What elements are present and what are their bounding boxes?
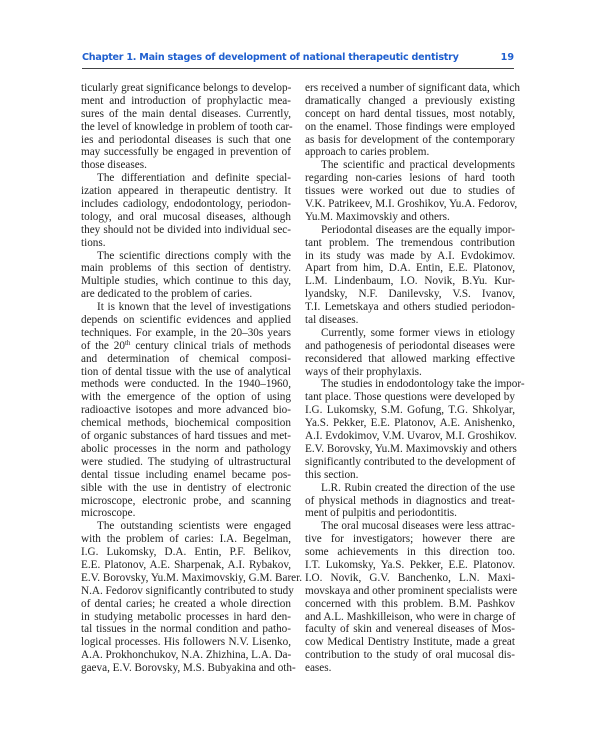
paragraph: [305, 82, 520, 159]
text-line: the level of knowledge in problem of tooth car-: [81, 120, 293, 133]
text-line: sible with the use in dentistry of electronic: [81, 481, 291, 494]
paragraph: [81, 250, 291, 302]
text-line: tal tissues in the normal condition and patho-: [81, 623, 291, 636]
text-line: main problems of this section of dentistry.: [81, 262, 291, 275]
text-line: tissues were worked out due to studies of: [305, 185, 515, 198]
text-line: regarding non-caries lesions of hard tooth: [305, 172, 515, 185]
text-line: The oral mucosal diseases were less attrac-: [321, 520, 515, 533]
text-line: T.I. Lemetskaya and others studied periodon-: [305, 301, 515, 314]
text-line: and pathogenesis of periodontal diseases were: [305, 339, 515, 352]
text-line: reconsidered that allowed marking effective: [305, 352, 515, 365]
text-line: I.G. Lukomsky, D.A. Entin, P.F. Belikov,: [81, 546, 291, 559]
text-line: Periodontal diseases are the equally impor-: [321, 223, 515, 236]
page-number: 19: [500, 52, 514, 63]
paragraph: [81, 82, 291, 172]
text-line: logical processes. His followers N.V. Lisenko,: [81, 636, 291, 649]
text-line: The scientific and practical developments: [321, 159, 515, 172]
text-column-left: [81, 82, 303, 675]
text-line: of physical methods in diagnostics and treat-: [305, 494, 515, 507]
text-line: chemical methods, biochemical composition: [81, 417, 291, 430]
text-line: radioactive isotopes and more advanced bio-: [81, 404, 291, 417]
text-line: contribution to the study of oral mucosal dis-: [305, 649, 515, 662]
text-line: The outstanding scientists were engaged: [97, 520, 291, 533]
text-line: ization appeared in therapeutic dentistry. It: [81, 185, 291, 198]
text-line: techniques. For example, in the 20–30s years: [81, 326, 291, 339]
text-line: It is known that the level of investigations: [97, 301, 291, 314]
text-line: ways of their prophylaxis.: [305, 365, 422, 378]
text-line: microscope, electronic probe, and scanning: [81, 494, 291, 507]
text-line: depends on scientific evidences and applied: [81, 314, 291, 327]
text-line: cow Medical Dentistry Institute, made a great: [305, 636, 515, 649]
text-line: A.I. Evdokimov, V.M. Uvarov, M.I. Groshikov.: [305, 430, 517, 443]
paragraph: [305, 482, 515, 521]
text-line: tal diseases.: [305, 314, 359, 327]
text-line: with the problem of caries: I.A. Begelman,: [81, 533, 291, 546]
text-line: ers received a number of significant data, which: [305, 82, 520, 94]
text-line: were studied. The studying of ultrastructural: [81, 455, 291, 468]
text-line: of organic substances of hard tissues and met-: [81, 430, 291, 443]
text-line: movskaya and other prominent specialists were: [305, 584, 518, 597]
text-line: and determination of chemical composi-: [81, 352, 291, 365]
text-line: ies and periodontal diseases is such that one: [81, 133, 291, 146]
text-line: I.T. Lukomsky, Ya.S. Pekker, E.E. Platonov.: [305, 558, 515, 571]
text-line: Apart from him, D.A. Entin, E.E. Platonov,: [305, 262, 515, 275]
text-line: Currently, some former views in etiology: [321, 326, 515, 339]
running-header: [82, 50, 514, 69]
text-line: and A.L. Mashkilleison, who were in charge of: [305, 610, 516, 623]
text-line: ment and introduction of prophylactic mea-: [81, 94, 291, 107]
text-line: as basis for development of the contemporary: [305, 133, 515, 146]
paragraph: [305, 520, 518, 675]
text-segment: of the 20: [81, 339, 125, 352]
text-line: on the enamel. Those findings were employed: [305, 120, 515, 133]
text-line: L.M. Lindenbaum, I.O. Novik, B.Yu. Kur-: [305, 275, 515, 288]
text-line: The differentiation and definite special-: [97, 172, 291, 185]
text-line: E.E. Platonov, A.E. Sharpenak, A.I. Rybakov,: [81, 558, 291, 571]
text-line: Multiple studies, which continue to this day,: [81, 275, 291, 288]
text-line: includes cadiology, endodontology, periodon-: [81, 198, 291, 211]
text-line: The studies in endodontology take the impor-: [321, 378, 525, 391]
text-line: E.V. Borovsky, Yu.M. Maximovskiy, G.M. Barer.: [81, 571, 303, 584]
paragraph: [305, 378, 525, 481]
text-line: E.V. Borovsky, Yu.M. Maximovskiy and others: [305, 442, 517, 455]
text-line: concept on hard dental tissues, most notably,: [305, 107, 515, 120]
text-line: tion of dental tissue with the use of analytical: [81, 365, 291, 378]
text-line: tions.: [81, 236, 106, 249]
text-line: tant problem. The tremendous contribution: [305, 236, 515, 249]
text-segment: century clinical trials of methods: [130, 339, 291, 352]
text-line: dramatically changed a previously existing: [305, 94, 515, 107]
text-line: tology, and oral mucosal diseases, although: [81, 210, 291, 223]
superscript: th: [124, 338, 131, 347]
text-line: A.A. Prokhonchukov, N.A. Zhizhina, L.A. Da-: [81, 649, 292, 662]
text-line: significantly contributed to the development of: [305, 455, 516, 468]
text-line: eases.: [305, 662, 332, 675]
paragraph: [81, 301, 291, 520]
text-line: abolic processes in the norm and pathology: [81, 442, 291, 455]
text-line: N.A. Fedorov significantly contributed to study: [81, 584, 294, 597]
text-line: concerned with this problem. B.M. Pashkov: [305, 597, 515, 610]
text-line: of dental caries; he created a whole direction: [81, 597, 291, 610]
text-line: approach to caries problem.: [305, 146, 430, 159]
text-line: with the emergence of the option of using: [81, 391, 291, 404]
text-line: microscope.: [81, 507, 136, 520]
text-line: I.G. Lukomsky, S.M. Gofung, T.G. Shkolyar,: [305, 404, 515, 417]
chapter-title: Chapter 1. Main stages of development of national therapeutic dentistry: [82, 52, 459, 63]
text-line: in studying metabolic processes in hard den-: [81, 610, 291, 623]
text-line: may successfully be engaged in prevention of: [81, 146, 291, 159]
text-line: L.R. Rubin created the direction of the use: [321, 481, 515, 494]
text-line: in its study was made by A.I. Evdokimov.: [305, 249, 515, 262]
paragraph: [305, 224, 515, 327]
text-line: this section.: [305, 468, 359, 481]
text-line: tive for investigators; however there are: [305, 533, 515, 546]
text-line: Ya.S. Pekker, E.E. Platonov, A.E. Anishenko,: [305, 417, 515, 430]
text-line: methods were conducted. In the 1940–1960,: [81, 378, 291, 391]
paragraph: [305, 159, 518, 223]
text-line: lyandsky, N.F. Danilevsky, V.S. Ivanov,: [305, 288, 515, 301]
paragraph: [81, 520, 303, 675]
paragraph: [81, 172, 291, 249]
text-line: Yu.M. Maximovskiy and others.: [305, 210, 450, 223]
text-line: ticularly great significance belongs to develop-: [81, 82, 292, 94]
text-line: those diseases.: [81, 159, 147, 172]
text-line: are dedicated to the problem of caries.: [81, 288, 253, 301]
text-line: The scientific directions comply with the: [97, 249, 291, 262]
text-line: they should not be divided into individual sec-: [81, 223, 291, 236]
text-line: gaeva, E.V. Borovsky, M.S. Bubyakina and oth-: [81, 662, 296, 675]
text-line: dental tissue including enamel became pos-: [81, 468, 291, 481]
text-line: V.K. Patrikeev, M.I. Groshikov, Yu.A. Fedorov,: [305, 198, 518, 211]
text-line: ment of pulpitis and periodontitis.: [305, 507, 457, 520]
text-line: sures of the main dental diseases. Currently,: [81, 107, 291, 120]
text-line: faculty of skin and venereal diseases of Mos-: [305, 623, 515, 636]
text-line: I.O. Novik, G.V. Banchenko, L.N. Maxi-: [305, 571, 515, 584]
text-line: tant place. Those questions were developed by: [305, 391, 515, 404]
text-line: some achievements in this direction too.: [305, 546, 515, 559]
text-column-right: [305, 82, 525, 675]
paragraph: [305, 327, 515, 379]
text-line: [81, 340, 291, 353]
